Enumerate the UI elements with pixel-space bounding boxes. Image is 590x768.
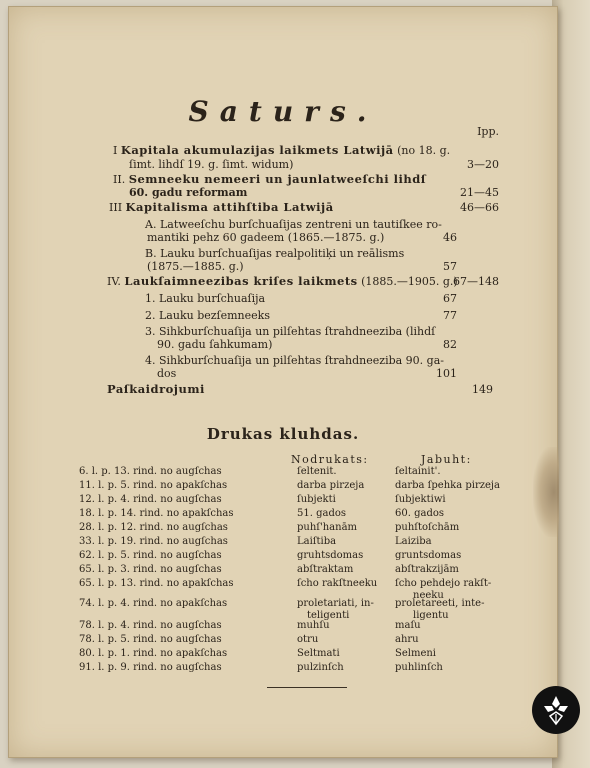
errata-correct: maſu bbox=[395, 620, 421, 631]
errata-correct: ſcho pehdejo rakſt- bbox=[395, 578, 492, 589]
errata-location: 65. l. p. 13. rind. no apakſchas bbox=[79, 578, 234, 589]
errata-correct: puhſtoſchām bbox=[395, 522, 460, 533]
errata-printed: darba pirzeja bbox=[297, 480, 365, 491]
errata-location: 11. l. p. 5. rind. no apakſchas bbox=[79, 480, 228, 491]
errata-printed: ſeltenit. bbox=[297, 466, 337, 477]
errata-row bbox=[9, 648, 557, 661]
errata-printed: 51. gados bbox=[297, 508, 346, 519]
errata-location: 62. l. p. 5. rind. no augſchas bbox=[79, 550, 222, 561]
errata-correct: Laiziba bbox=[395, 536, 432, 547]
errata-row bbox=[9, 634, 557, 647]
errata-printed: abſtraktam bbox=[297, 564, 354, 575]
errata-printed: Seltmati bbox=[297, 648, 340, 659]
errata-row bbox=[9, 480, 557, 493]
book-page bbox=[8, 6, 558, 758]
errata-row bbox=[9, 494, 557, 507]
toc-page-3: 46—66 bbox=[460, 201, 499, 214]
errata-row bbox=[9, 508, 557, 521]
toc-entry-4-4-cont: dos bbox=[157, 367, 177, 380]
errata-location: 33. l. p. 19. rind. no augſchas bbox=[79, 536, 228, 547]
errata-row bbox=[9, 662, 557, 675]
toc-page-4: 67—148 bbox=[453, 275, 499, 288]
toc-page-5: 149 bbox=[472, 383, 493, 396]
toc-entry-3b-cont: (1875.—1885. g.) bbox=[147, 260, 244, 273]
toc-entry-3: III Kapitalisma attihſtiba Latwijā bbox=[109, 200, 334, 214]
errata-correct: 60. gados bbox=[395, 508, 444, 519]
toc-entry-4-1: 1. Lauku burſchuaſija bbox=[145, 292, 266, 305]
divider-rule bbox=[267, 687, 347, 688]
errata-location: 28. l. p. 12. rind. no augſchas bbox=[79, 522, 228, 533]
errata-correct-cont: ligentu bbox=[413, 610, 449, 621]
toc-entry-1-cont: ſimt. lihdſ 19. g. ſimt. widum) bbox=[129, 158, 294, 171]
toc-entry-4-3: 3. Sihkburſchuaſija un pilſehtas ſtrahdneeziba (lihdſ bbox=[145, 325, 436, 338]
toc-entry-4-2: 2. Lauku bezſemneeks bbox=[145, 309, 270, 322]
toc-entry-4: IV. Laukſaimneezibas kriſes laikmets (1885.—1905. g.) bbox=[107, 274, 458, 288]
errata-location: 78. l. p. 5. rind. no augſchas bbox=[79, 634, 222, 645]
toc-page-1: 3—20 bbox=[467, 158, 499, 171]
toc-entry-2-cont: 60. gadu reformam bbox=[129, 186, 248, 199]
toc-entry-2: II. Semneeku nemeeri un jaunlatweeſchi lihdſ bbox=[113, 172, 427, 186]
errata-printed: ſubjekti bbox=[297, 494, 336, 505]
errata-printed: Laiſtiba bbox=[297, 536, 337, 547]
errata-printed: pulzinſch bbox=[297, 662, 344, 673]
toc-page-4-4: 101 bbox=[436, 367, 457, 380]
toc-page-2: 21—45 bbox=[460, 186, 499, 199]
toc-entry-4-4: 4. Sihkburſchuaſija un pilſehtas ſtrahdneeziba 90. ga- bbox=[145, 354, 444, 367]
errata-correct: darba ſpehka pirzeja bbox=[395, 480, 500, 491]
errata-location: 78. l. p. 4. rind. no augſchas bbox=[79, 620, 222, 631]
toc-page-3a: 46 bbox=[443, 231, 457, 244]
toc-page-3b: 57 bbox=[443, 260, 457, 273]
errata-location: 91. l. p. 9. rind. no augſchas bbox=[79, 662, 222, 673]
errata-printed: otru bbox=[297, 634, 319, 645]
errata-correct: abſtrakzijām bbox=[395, 564, 459, 575]
errata-printed-cont: teligenti bbox=[307, 610, 350, 621]
toc-entry-3a: A. Latweeſchu burſchuaſijas zentreni un tautiſkee ro- bbox=[145, 218, 442, 231]
errata-correct: ſeltainit'. bbox=[395, 466, 441, 477]
flower-logo-icon bbox=[532, 686, 580, 734]
errata-title: Drukas kluhdas. bbox=[206, 425, 360, 443]
toc-entry-5: Paſkaidrojumi bbox=[107, 382, 205, 396]
errata-row bbox=[9, 466, 557, 479]
errata-correct: Selmeni bbox=[395, 648, 437, 659]
errata-correct: ſubjektiwi bbox=[395, 494, 446, 505]
errata-printed: gruhtsdomas bbox=[297, 550, 364, 561]
errata-row bbox=[9, 522, 557, 535]
page-title: Saturs. bbox=[188, 95, 378, 128]
toc-page-4-2: 77 bbox=[443, 309, 457, 322]
toc-page-4-3: 82 bbox=[443, 338, 457, 351]
errata-printed: ſcho rakſtneeku bbox=[297, 578, 378, 589]
errata-printed: muhſu bbox=[297, 620, 330, 631]
errata-correct: gruntsdomas bbox=[395, 550, 462, 561]
toc-entry-3a-cont: mantiki pehz 60 gadeem (1865.—1875. g.) bbox=[147, 231, 385, 244]
errata-col-printed: Nodrukats: bbox=[291, 453, 369, 466]
errata-location: 12. l. p. 4. rind. no augſchas bbox=[79, 494, 222, 505]
errata-printed: puhſ'hanām bbox=[297, 522, 358, 533]
errata-row bbox=[9, 536, 557, 549]
errata-correct: proletareeti, inte- bbox=[395, 598, 485, 609]
errata-correct: puhlinſch bbox=[395, 662, 443, 673]
toc-entry-1: I Kapitala akumulazijas laikmets Latwijā (no 18. g. bbox=[113, 143, 451, 157]
errata-location: 80. l. p. 1. rind. no apakſchas bbox=[79, 648, 228, 659]
errata-location: 18. l. p. 14. rind. no apakſchas bbox=[79, 508, 234, 519]
errata-row bbox=[9, 550, 557, 563]
errata-row bbox=[9, 620, 557, 633]
errata-location: 65. l. p. 3. rind. no augſchas bbox=[79, 564, 222, 575]
toc-entry-4-3-cont: 90. gadu ſahkumam) bbox=[157, 338, 273, 351]
errata-location: 74. l. p. 4. rind. no apakſchas bbox=[79, 598, 228, 609]
toc-page-4-1: 67 bbox=[443, 292, 457, 305]
page-column-label: Ipp. bbox=[477, 125, 499, 138]
errata-col-correct: Jabuht: bbox=[421, 453, 472, 466]
errata-location: 6. l. p. 13. rind. no augſchas bbox=[79, 466, 222, 477]
paper-stain bbox=[533, 447, 559, 537]
toc-entry-3b: B. Lauku burſchuaſijas realpolitiķi un reālisms bbox=[145, 247, 405, 260]
errata-printed: proletariati, in- bbox=[297, 598, 374, 609]
errata-correct: ahru bbox=[395, 634, 419, 645]
errata-row bbox=[9, 564, 557, 577]
errata-correct-cont: neeku bbox=[413, 590, 444, 601]
